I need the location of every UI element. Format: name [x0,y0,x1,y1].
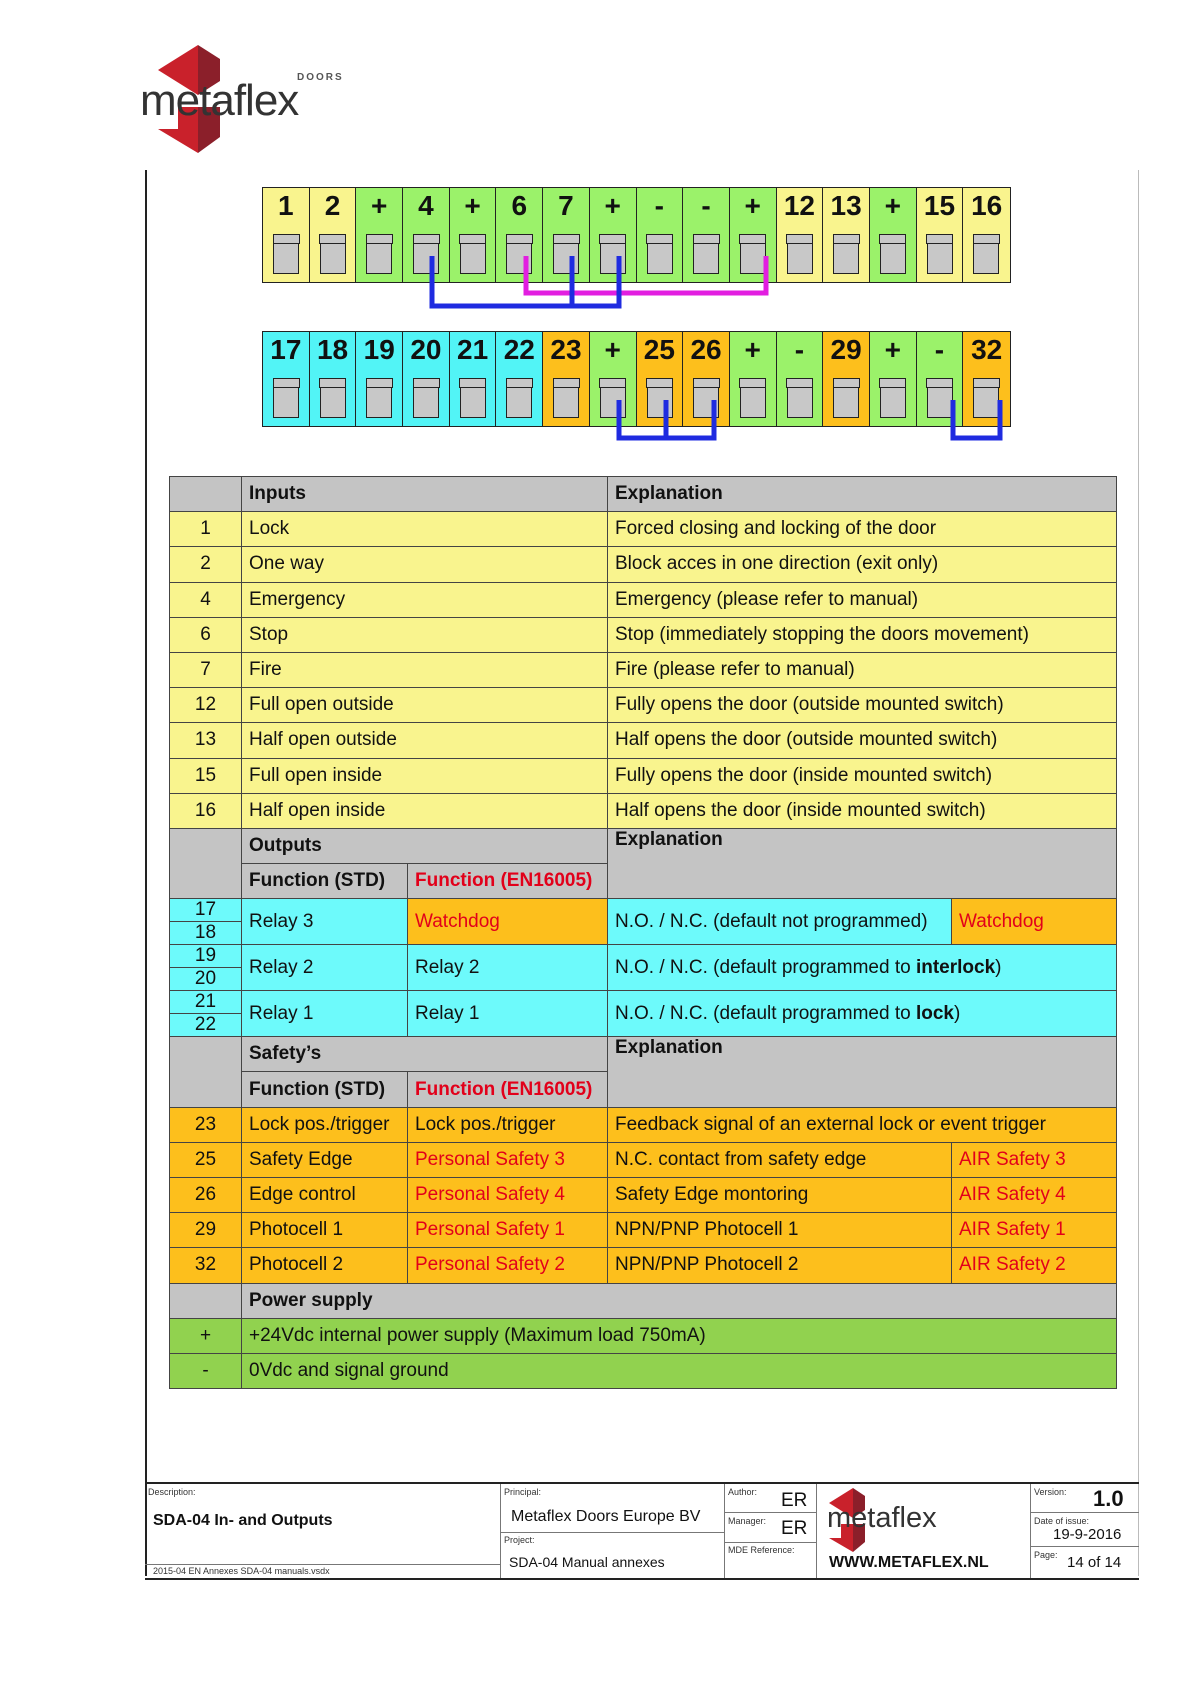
explanation-text: ) [953,1002,961,1024]
terminal-label: 16 [971,190,1003,221]
explanation-bold: lock [915,1002,954,1024]
power-text: 0Vdc and signal ground [242,1353,1117,1388]
output-en: Relay 2 [408,945,608,991]
output-std: Relay 2 [242,945,408,991]
safety-row [170,1213,1117,1248]
terminal-label: + [464,190,481,221]
terminal-label: 13 [830,190,862,221]
safety-en: Personal Safety 4 [408,1178,608,1213]
footer-logo-cell [817,1484,1031,1578]
output-number: 21 [194,991,217,1013]
description-label: Description: [148,1487,196,1497]
inputs-header: Inputs [242,477,608,512]
input-row [170,582,1117,617]
safety-row [170,1107,1117,1142]
outputs-explanation-header: Explanation [608,828,1117,898]
author-label: Author: [728,1487,758,1497]
terminal-label: 26 [690,334,722,365]
input-number: 2 [170,547,242,582]
output-row [170,991,1117,1037]
output-number: 19 [194,945,217,967]
power-row [170,1353,1117,1388]
output-numbers [170,991,242,1037]
input-name: Half open inside [242,793,608,828]
inputs-header-row [170,477,1117,512]
output-numbers [170,899,242,945]
input-name: Full open inside [242,758,608,793]
empty-cell [170,828,242,898]
output-explanation [608,945,1117,991]
output-number: 22 [170,1013,241,1036]
terminal-label: + [604,334,621,365]
function-std-header: Function (STD) [242,864,408,899]
explanation-bold: interlock [915,956,996,978]
explanation-text: N.O. / N.C. (default programmed to [615,1002,916,1024]
io-table [169,476,1117,1389]
output-en: Relay 1 [408,991,608,1037]
terminal-label: + [884,190,901,221]
safety-explanation: NPN/PNP Photocell 1 [608,1213,952,1248]
output-en: Watchdog [408,899,608,945]
brand-tagline: DOORS [297,72,344,83]
terminal-label: - [654,190,664,221]
output-explanation: N.O. / N.C. (default not programmed) [608,899,952,945]
output-explanation [608,991,1117,1037]
input-explanation: Fully opens the door (outside mounted switch) [608,688,1117,723]
brand-name: metaflex [140,76,299,125]
terminal-label: 6 [511,190,528,221]
output-row [170,945,1117,991]
input-number: 12 [170,688,242,723]
input-row [170,688,1117,723]
wire-blue-bottom-left [619,400,714,438]
version-value: 1.0 [1093,1486,1124,1511]
terminal-label: 25 [643,334,675,365]
terminal-label: 22 [503,334,535,365]
input-name: Emergency [242,582,608,617]
safety-en: Personal Safety 3 [408,1142,608,1177]
principal-cell [501,1484,725,1578]
input-number: 15 [170,758,242,793]
safety-row [170,1248,1117,1283]
power-row [170,1318,1117,1353]
input-number: 6 [170,617,242,652]
file-name: 2015-04 EN Annexes SDA-04 manuals.vsdx [153,1566,330,1576]
power-text: +24Vdc internal power supply (Maximum load 750mA) [242,1318,1117,1353]
safety-std: Safety Edge [242,1142,408,1177]
description-cell [145,1484,501,1578]
input-row [170,758,1117,793]
input-row [170,793,1117,828]
footer-logo-text: metaflex [827,1502,937,1534]
output-std: Relay 1 [242,991,408,1037]
input-explanation: Stop (immediately stopping the doors movement) [608,617,1117,652]
input-explanation: Forced closing and locking of the door [608,512,1117,547]
power-header-row [170,1283,1117,1318]
wire-blue-bottom-right [953,400,1000,438]
safety-row [170,1178,1117,1213]
safety-std: Lock pos./trigger [242,1107,408,1142]
safety-en: Lock pos./trigger [408,1107,608,1142]
input-row [170,652,1117,687]
terminal-label: 2 [324,190,341,221]
output-row [170,899,1117,945]
explanation-text: N.O. / N.C. (default programmed to [615,956,916,978]
input-explanation: Emergency (please refer to manual) [608,582,1117,617]
outputs-header: Outputs [242,828,608,863]
mde-label: MDE Reference: [728,1545,795,1555]
date-label: Date of issue: [1034,1516,1090,1526]
terminal-label: 15 [923,190,956,221]
input-name: Half open outside [242,723,608,758]
safety-number: 26 [170,1178,242,1213]
input-name: One way [242,547,608,582]
safety-explanation: Safety Edge montoring [608,1178,952,1213]
io-table-body [170,477,1117,1389]
function-std-header: Function (STD) [242,1072,408,1107]
project-label: Project: [504,1535,535,1545]
input-name: Full open outside [242,688,608,723]
input-number: 7 [170,652,242,687]
manager-value: ER [781,1518,808,1539]
input-explanation: Fully opens the door (inside mounted switch) [608,758,1117,793]
safety-std: Edge control [242,1178,408,1213]
power-symbol: + [170,1318,242,1353]
input-number: 4 [170,582,242,617]
terminal-label: 21 [457,334,489,365]
safety-en: Personal Safety 1 [408,1213,608,1248]
safeties-header-row [170,1037,1117,1072]
input-explanation: Half opens the door (inside mounted switch) [608,793,1117,828]
safety-explanation: Feedback signal of an external lock or event trigger [608,1107,1117,1142]
input-name: Fire [242,652,608,687]
output-std: Relay 3 [242,899,408,945]
manager-label: Manager: [728,1516,767,1526]
safety-number: 25 [170,1142,242,1177]
website: WWW.METAFLEX.NL [829,1554,989,1571]
safety-std: Photocell 1 [242,1213,408,1248]
explanation-text: ) [995,956,1002,978]
input-explanation: Block acces in one direction (exit only) [608,547,1117,582]
terminal-label: 18 [316,334,349,365]
input-name: Stop [242,617,608,652]
terminal-label: + [604,190,621,221]
jumper-wires [0,0,1191,460]
input-number: 1 [170,512,242,547]
empty-cell [170,1037,242,1107]
input-row [170,547,1117,582]
input-name: Lock [242,512,608,547]
terminal-label: 23 [550,334,582,365]
safety-explanation: NPN/PNP Photocell 2 [608,1248,952,1283]
terminal-label: 20 [410,334,442,365]
input-row [170,617,1117,652]
output-extra: Watchdog [952,899,1117,945]
terminal-label: 29 [830,334,862,365]
page-value: 14 of 14 [1067,1554,1122,1571]
page-label: Page: [1034,1550,1058,1560]
principal-label: Principal: [504,1487,542,1497]
terminal-label: 7 [558,190,574,221]
terminal-label: 1 [278,190,294,221]
output-number: 20 [170,967,241,990]
output-number: 17 [194,899,217,921]
inputs-explanation-header: Explanation [608,477,1117,512]
input-explanation: Fire (please refer to manual) [608,652,1117,687]
safety-air: AIR Safety 1 [952,1213,1117,1248]
safety-std: Photocell 2 [242,1248,408,1283]
terminal-label: 17 [270,334,302,365]
output-numbers [170,945,242,991]
safety-en: Personal Safety 2 [408,1248,608,1283]
wire-magenta [526,256,766,293]
input-explanation: Half opens the door (outside mounted switch) [608,723,1117,758]
terminal-label: + [884,334,901,365]
input-number: 13 [170,723,242,758]
author-value: ER [781,1490,808,1511]
safety-explanation: N.C. contact from safety edge [608,1142,952,1177]
empty-cell [170,1283,242,1318]
safety-air: AIR Safety 3 [952,1142,1117,1177]
safeties-explanation-header: Explanation [608,1037,1117,1107]
safety-air: AIR Safety 4 [952,1178,1117,1213]
safety-air: AIR Safety 2 [952,1248,1117,1283]
power-header: Power supply [242,1283,1117,1318]
terminal-label: 19 [363,334,395,365]
version-label: Version: [1034,1487,1067,1497]
terminal-label: + [744,190,761,221]
date-value: 19-9-2016 [1053,1526,1122,1543]
description-value: SDA-04 In- and Outputs [153,1512,333,1529]
power-symbol: - [170,1353,242,1388]
input-row [170,723,1117,758]
empty-cell [170,477,242,512]
author-cell [725,1484,817,1578]
terminal-label: + [371,190,388,221]
terminal-label: - [934,334,945,365]
principal-value: Metaflex Doors Europe BV [511,1508,701,1525]
safety-number: 29 [170,1213,242,1248]
terminal-label: - [794,334,805,365]
project-value: SDA-04 Manual annexes [509,1554,665,1570]
input-row [170,512,1117,547]
version-cell [1031,1484,1139,1578]
function-en-header: Function (EN16005) [408,1072,608,1107]
safety-number: 32 [170,1248,242,1283]
input-number: 16 [170,793,242,828]
outputs-header-row [170,828,1117,863]
terminal-label: - [701,190,711,221]
terminal-label: 12 [783,190,815,221]
title-block [145,1482,1139,1580]
safety-row [170,1142,1117,1177]
safety-number: 23 [170,1107,242,1142]
terminal-label: + [744,334,761,365]
function-en-header: Function (EN16005) [408,864,608,899]
output-number: 18 [170,921,241,944]
terminal-label: 32 [971,334,1003,365]
terminal-label: 4 [418,190,434,221]
safeties-header: Safety’s [242,1037,608,1072]
